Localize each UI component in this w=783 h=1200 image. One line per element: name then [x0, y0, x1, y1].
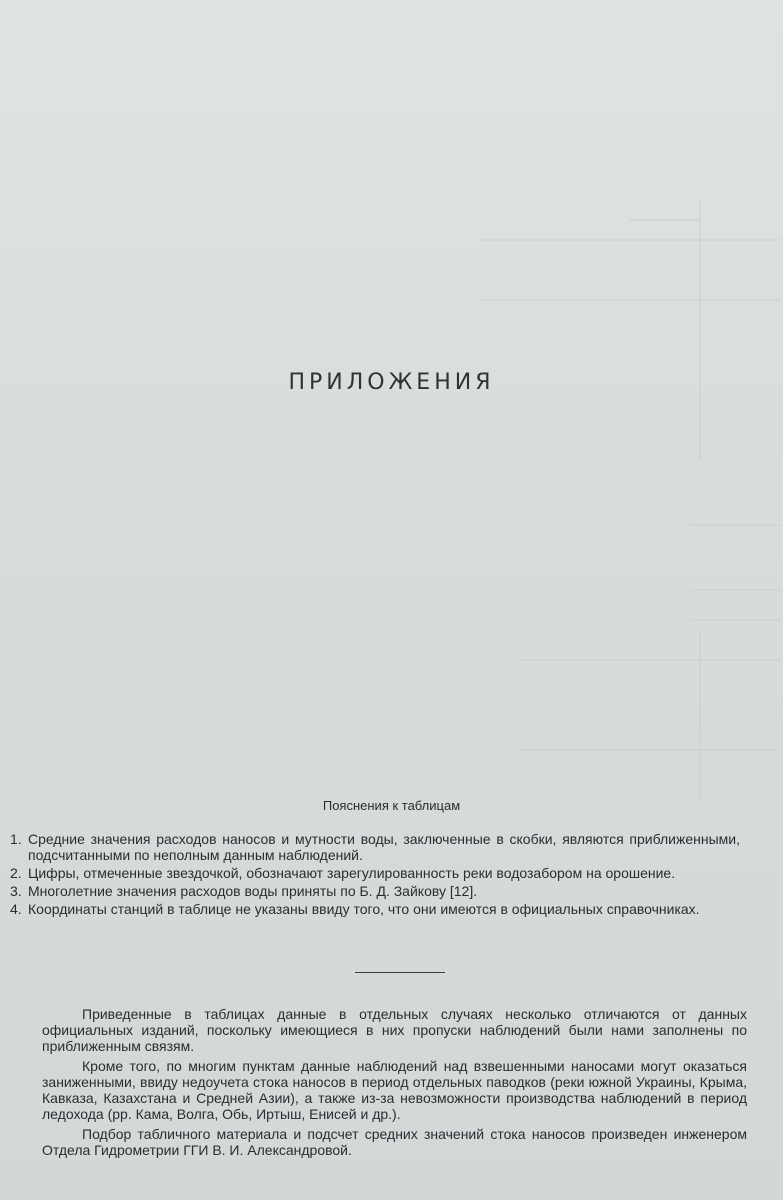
notes-heading: Пояснения к таблицам — [322, 798, 461, 813]
note-number: 1. — [10, 831, 22, 847]
note-number: 4. — [10, 901, 22, 917]
note-item — [10, 865, 740, 881]
note-item — [10, 883, 740, 899]
note-text: Многолетние значения расходов воды приняты по Б. Д. Зайкову [12]. — [28, 883, 478, 899]
note-text: Средние значения расходов наносов и мутности воды, заключенные в скобки, являются приближенными, подсчитанными по неполным данным наблюдений. — [28, 831, 740, 863]
body-text — [42, 1006, 747, 1162]
page-title: ПРИЛОЖЕНИЯ — [288, 370, 495, 395]
notes-list — [10, 831, 740, 919]
note-text: Координаты станций в таблице не указаны ввиду того, что они имеются в официальных справочниках. — [28, 901, 700, 917]
paragraph: Кроме того, по многим пунктам данные наблюдений над взвешенными наносами могут оказаться заниженными, ввиду недоучета стока наносов в период отдельных паводков (реки южной Украины, Крыма, Кавказа, Казахстана и Средней Азии), а также из-за невозможности производства наблюдений в период ледохода (рр. Кама, Волга, Обь, Иртыш, Енисей и др.). — [42, 1058, 747, 1122]
note-item — [10, 901, 740, 917]
note-text: Цифры, отмеченные звездочкой, обозначают зарегулированность реки водозабором на орошение. — [28, 865, 676, 881]
note-number: 2. — [10, 865, 22, 881]
paragraph: Приведенные в таблицах данные в отдельных случаях несколько отличаются от данных официальных изданий, поскольку имеющиеся в них пропуски наблюдений были нами заполнены по приближенным связям. — [42, 1006, 747, 1054]
paragraph: Подбор табличного материала и подсчет средних значений стока наносов произведен инженером Отдела Гидрометрии ГГИ В. И. Александровой. — [42, 1126, 747, 1158]
note-item — [10, 831, 740, 863]
note-number: 3. — [10, 883, 22, 899]
section-divider — [355, 972, 445, 973]
